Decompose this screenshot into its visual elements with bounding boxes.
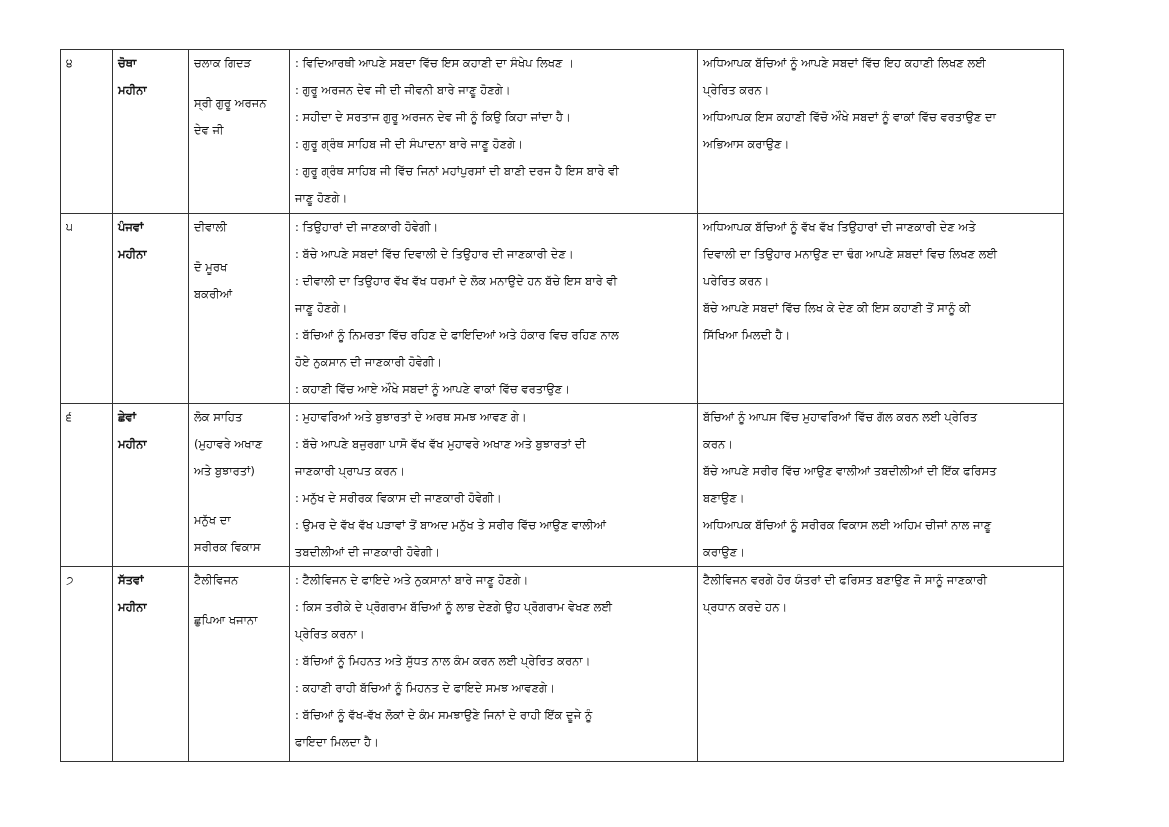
row-number: ੭ <box>61 567 113 762</box>
objective-line: ਜਾਣੂ ਹੋਣਗੇ। <box>295 191 348 205</box>
activity-line: ਕਰਾਉਣ। <box>703 545 745 559</box>
objective-line: : ਮੁਹਾਵਰਿਆਂ ਅਤੇ ਬੁਝਾਰਤਾਂ ਦੇ ਅਰਥ ਸਮਝ ਆਵਣ ਗੇ। <box>295 410 527 424</box>
month-label: ਮਹੀਨਾ <box>118 83 147 97</box>
topic-text: ਬਕਰੀਆਂ <box>194 287 233 301</box>
objective-line: : ਉਮਰ ਦੇ ਵੱਖ ਵੱਖ ਪੜਾਵਾਂ ਤੋਂ ਬਾਅਦ ਮਨੁੱਖ ਤੇ ਸਰੀਰ ਵਿੱਚ ਆਉਣ ਵਾਲੀਆਂ <box>295 518 607 532</box>
month-label: ਮਹੀਨਾ <box>118 247 147 261</box>
objective-line: : ਕਹਾਣੀ ਰਾਹੀ ਬੱਚਿਆਂ ਨੂੰ ਮਿਹਨਤ ਦੇ ਫਾਇਦੇ ਸਮਝ ਆਵਣਗੇ। <box>295 681 555 695</box>
activity-line: ਅਧਿਆਪਕ ਬੱਚਿਆਂ ਨੂੰ ਆਪਣੇ ਸਬਦਾਂ ਵਿੱਚ ਇਹ ਕਹਾਣੀ ਲਿਖਣ ਲਈ <box>703 56 986 70</box>
activity-line: ਬਣਾਉਣ। <box>703 491 745 505</box>
objective-line: : ਮਨੁੱਖ ਦੇ ਸਰੀਰਕ ਵਿਕਾਸ ਦੀ ਜਾਣਕਾਰੀ ਹੋਵੇਗੀ। <box>295 491 502 505</box>
month-label: ਮਹੀਨਾ <box>118 437 147 451</box>
activity-line: ਪ੍ਰਧਾਨ ਕਰਦੇ ਹਨ। <box>703 600 788 614</box>
month-label: ਸੱਤਵਾਂ <box>118 573 144 587</box>
row-number: ੫ <box>61 214 113 404</box>
objective-line: ਫਾਇਦਾ ਮਿਲਦਾ ਹੈ। <box>295 735 379 749</box>
table-row <box>61 567 1064 762</box>
topic-text: ਸਰੀਰਕ ਵਿਕਾਸ <box>194 540 261 554</box>
activity-line: ਬੱਚਿਆਂ ਨੂੰ ਆਪਸ ਵਿੱਚ ਮੁਹਾਵਰਿਆਂ ਵਿੱਚ ਗੱਲ ਕਰਨ ਲਈ ਪ੍ਰੇਰਿਤ <box>703 410 978 424</box>
objective-line: : ਗੁਰੂ ਗ੍ਰੰਥ ਸਾਹਿਬ ਜੀ ਦੀ ਸੰਪਾਦਨਾ ਬਾਰੇ ਜਾਣੂ ਹੋਣਗੇ। <box>295 137 523 151</box>
activity-line: ਪਰੇਰਿਤ ਕਰਨ। <box>703 274 770 288</box>
objective-line: : ਸਹੀਦਾ ਦੇ ਸਰਤਾਜ ਗੁਰੂ ਅਰਜਨ ਦੇਵ ਜੀ ਨੂੰ ਕਿਉ ਕਿਹਾ ਜਾਂਦਾ ਹੈ। <box>295 110 571 124</box>
objective-line: : ਟੈਲੀਵਿਜਨ ਦੇ ਫਾਇਦੇ ਅਤੇ ਨੁਕਸਾਨਾਂ ਬਾਰੇ ਜਾਣੂ ਹੋਣਗੇ। <box>295 573 529 587</box>
objective-line: : ਕਿਸ ਤਰੀਕੇ ਦੇ ਪ੍ਰੋਗਰਾਮ ਬੱਚਿਆਂ ਨੂੰ ਲਾਭ ਦੇਣਗੇ ਉਹ ਪ੍ਰੋਗਰਾਮ ਵੇਖਣ ਲਈ <box>295 600 613 614</box>
month-cell <box>113 214 189 404</box>
objective-line: ਹੋਏ ਨੁਕਸਾਨ ਦੀ ਜਾਣਕਾਰੀ ਹੋਵੇਗੀ। <box>295 355 443 369</box>
month-cell <box>113 404 189 567</box>
topic-text: ਅਤੇ ਬੁਝਾਰਤਾਂ) <box>194 464 255 478</box>
objective-line: : ਬੱਚੇ ਆਪਣੇ ਬਜੁਰਗਾ ਪਾਸੋ ਵੱਖ ਵੱਖ ਮੁਹਾਵਰੇ ਅਖਾਣ ਅਤੇ ਬੁਝਾਰਤਾਂ ਦੀ <box>295 437 586 451</box>
activity-line: ਪ੍ਰੇਰਿਤ ਕਰਨ। <box>703 83 770 97</box>
topic-text: ਛੁਪਿਆ ਖਜਾਨਾ <box>194 613 258 627</box>
objective-line: : ਕਹਾਣੀ ਵਿੱਚ ਆਏ ਔਖੇ ਸਬਦਾਂ ਨੂੰ ਆਪਣੇ ਵਾਕਾਂ ਵਿੱਚ ਵਰਤਾਉਣ। <box>295 382 570 396</box>
objective-line: : ਦੀਵਾਲੀ ਦਾ ਤਿਉਹਾਰ ਵੱਖ ਵੱਖ ਧਰਮਾਂ ਦੇ ਲੋਕ ਮਨਾਉਦੇ ਹਨ ਬੱਚੇ ਇਸ ਬਾਰੇ ਵੀ <box>295 274 618 288</box>
objectives-cell <box>290 404 698 567</box>
activity-line: ਅਭਿਆਸ ਕਰਾਉਣ। <box>703 137 790 151</box>
objective-line: : ਗੁਰੂ ਗ੍ਰੰਥ ਸਾਹਿਬ ਜੀ ਵਿੱਚ ਜਿਨਾਂ ਮਹਾਂਪੁਰਸਾਂ ਦੀ ਬਾਣੀ ਦਰਜ ਹੈ ਇਸ ਬਾਰੇ ਵੀ <box>295 164 619 178</box>
objective-line: : ਬੱਚਿਆਂ ਨੂੰ ਵੱਖ-ਵੱਖ ਲੋਕਾਂ ਦੇ ਕੰਮ ਸਮਝਾਉਣੇ ਜਿਨਾਂ ਦੇ ਰਾਹੀ ਇੱਕ ਦੂਜੇ ਨੂੰ <box>295 708 593 722</box>
objectives-cell <box>290 50 698 214</box>
topic-text: ਚਲਾਕ ਗਿਦੜ <box>194 56 252 70</box>
activities-cell <box>698 404 1064 567</box>
objective-line: : ਬੱਚੇ ਆਪਣੇ ਸਬਦਾਂ ਵਿੱਚ ਦਿਵਾਲੀ ਦੇ ਤਿਉਹਾਰ ਦੀ ਜਾਣਕਾਰੀ ਦੇਣ। <box>295 247 574 261</box>
month-label: ਮਹੀਨਾ <box>118 600 147 614</box>
objective-line: : ਵਿਦਿਆਰਥੀ ਆਪਣੇ ਸਬਦਾ ਵਿੱਚ ਇਸ ਕਹਾਣੀ ਦਾ ਸੰਖੇਪ ਲਿਖਣ । <box>295 56 574 70</box>
topic-text: ਦੋ ਮੂਰਖ <box>194 260 228 274</box>
activity-line: ਅਧਿਆਪਕ ਬੱਚਿਆਂ ਨੂੰ ਵੱਖ ਵੱਖ ਤਿਉਹਾਰਾਂ ਦੀ ਜਾਣਕਾਰੀ ਦੇਣ ਅਤੇ <box>703 220 976 234</box>
topic-text: ਟੈਲੀਵਿਜਨ <box>194 573 239 587</box>
topic-text: ਦੇਵ ਜੀ <box>194 123 224 137</box>
topic-cell <box>189 214 290 404</box>
objectives-cell <box>290 567 698 762</box>
objectives-cell <box>290 214 698 404</box>
month-label: ਚੋਥਾ <box>118 56 137 70</box>
activity-line: ਬੱਚੇ ਆਪਣੇ ਸਰੀਰ ਵਿੱਚ ਆਉਣ ਵਾਲੀਆਂ ਤਬਦੀਲੀਆਂ ਦੀ ਇੱਕ ਫਰਿਸਤ <box>703 464 997 478</box>
month-cell <box>113 567 189 762</box>
objective-line: ਜਾਣਕਾਰੀ ਪ੍ਰਾਪਤ ਕਰਨ। <box>295 464 405 478</box>
topic-text: ਸ੍ਰੀ ਗੁਰੂ ਅਰਜਨ <box>194 96 267 110</box>
topic-text: ਮਨੁੱਖ ਦਾ <box>194 513 231 527</box>
month-cell <box>113 50 189 214</box>
curriculum-table <box>60 49 1064 762</box>
topic-text: (ਮੁਹਾਵਰੇ ਅਖਾਣ <box>194 437 263 451</box>
activities-cell <box>698 567 1064 762</box>
activity-line: ਕਰਨ। <box>703 437 733 451</box>
objective-line: : ਬੱਚਿਆਂ ਨੂੰ ਮਿਹਨਤ ਅਤੇ ਸੁੱਧਤ ਨਾਲ ਕੰਮ ਕਰਨ ਲਈ ਪ੍ਰੇਰਿਤ ਕਰਨਾ। <box>295 654 591 668</box>
objective-line: : ਗੁਰੂ ਅਰਜਨ ਦੇਵ ਜੀ ਦੀ ਜੀਵਨੀ ਬਾਰੇ ਜਾਣੂ ਹੋਣਗੇ। <box>295 83 511 97</box>
objective-line: ਜਾਣੂ ਹੋਣਗੇ। <box>295 301 348 315</box>
month-label: ਛੇਵਾਂ <box>118 410 136 424</box>
activity-line: ਦਿਵਾਲੀ ਦਾ ਤਿਉਹਾਰ ਮਨਾਉਣ ਦਾ ਢੰਗ ਆਪਣੇ ਸ਼ਬਦਾਂ ਵਿਚ ਲਿਖਣ ਲਈ <box>703 247 998 261</box>
table-row <box>61 404 1064 567</box>
topic-cell <box>189 50 290 214</box>
row-number: ੪ <box>61 50 113 214</box>
activity-line: ਸਿੱਖਿਆ ਮਿਲਦੀ ਹੈ। <box>703 328 791 342</box>
activity-line: ਟੈਲੀਵਿਜਨ ਵਰਗੇ ਹੋਰ ਯੰਤਰਾਂ ਦੀ ਫਰਿਸਤ ਬਣਾਉਣ ਜੋ ਸਾਨੂੰ ਜਾਣਕਾਰੀ <box>703 573 987 587</box>
topic-cell <box>189 567 290 762</box>
activity-line: ਅਧਿਆਪਕ ਇਸ ਕਹਾਣੀ ਵਿੱਚੋ ਔਖੇ ਸਬਦਾਂ ਨੂੰ ਵਾਕਾਂ ਵਿੱਚ ਵਰਤਾਉਣ ਦਾ <box>703 110 996 124</box>
row-number: ੬ <box>61 404 113 567</box>
table-row <box>61 50 1064 214</box>
objective-line: : ਤਿਉਹਾਰਾਂ ਦੀ ਜਾਣਕਾਰੀ ਹੋਵੇਗੀ। <box>295 220 439 234</box>
topic-text: ਦੀਵਾਲੀ <box>194 220 227 234</box>
activities-cell <box>698 50 1064 214</box>
topic-text: ਲੋਕ ਸਾਹਿਤ <box>194 410 243 424</box>
activities-cell <box>698 214 1064 404</box>
objective-line: ਤਬਦੀਲੀਆਂ ਦੀ ਜਾਣਕਾਰੀ ਹੋਵੇਗੀ। <box>295 545 440 559</box>
objective-line: ਪ੍ਰੇਰਿਤ ਕਰਨਾ। <box>295 627 365 641</box>
table-row <box>61 214 1064 404</box>
month-label: ਪੰਜਵਾਂ <box>118 220 144 234</box>
activity-line: ਬੱਚੇ ਆਪਣੇ ਸਬਦਾਂ ਵਿੱਚ ਲਿਖ ਕੇ ਦੇਣ ਕੀ ਇਸ ਕਹਾਣੀ ਤੋਂ ਸਾਨੂੰ ਕੀ <box>703 301 971 315</box>
topic-cell <box>189 404 290 567</box>
objective-line: : ਬੱਚਿਆਂ ਨੂੰ ਨਿਮਰਤਾ ਵਿੱਚ ਰਹਿਣ ਦੇ ਫਾਇਦਿਆਂ ਅਤੇ ਹੰਕਾਰ ਵਿਚ ਰਹਿਣ ਨਾਲ <box>295 328 619 342</box>
activity-line: ਅਧਿਆਪਕ ਬੱਚਿਆਂ ਨੂੰ ਸਰੀਰਕ ਵਿਕਾਸ ਲਈ ਅਹਿਮ ਚੀਜਾਂ ਨਾਲ ਜਾਣੂ <box>703 518 992 532</box>
